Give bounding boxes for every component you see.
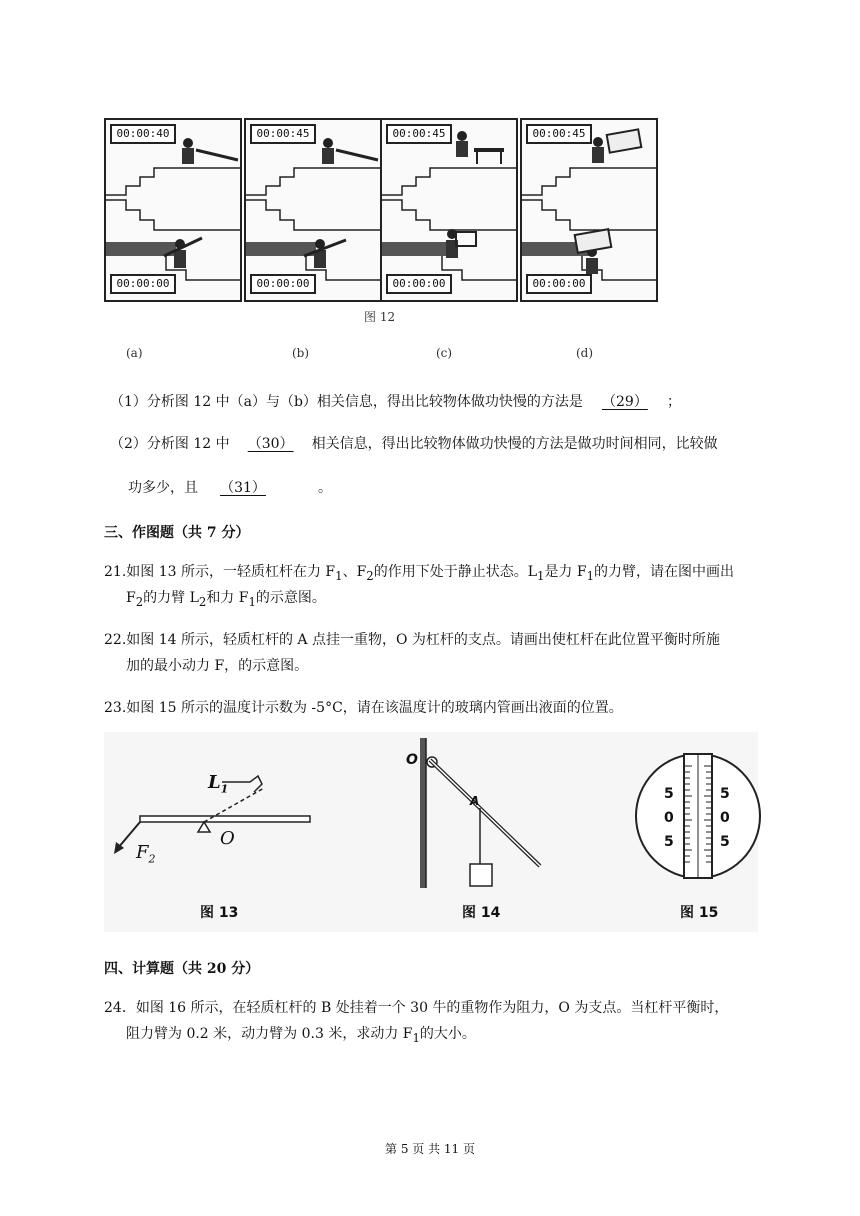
blank-29: （29）: [602, 394, 648, 410]
fig12-panel-a: [104, 118, 242, 302]
fig15-tick-right-mid: 0: [720, 810, 730, 826]
timer-bottom: 00:00:00: [526, 274, 592, 294]
q20-part1: （1）分析图 12 中（a）与（b）相关信息，得出比较物体做功快慢的方法是 （29） ；: [110, 394, 681, 410]
stairs-illustration: [246, 120, 380, 300]
timer-top: 00:00:45: [250, 124, 316, 144]
q24-line2: 阻力臂为 0.2 米，动力臂为 0.3 米，求动力 $F_1$的大小。: [126, 1026, 476, 1045]
section3-heading: 三、作图题（共 7 分）: [104, 525, 250, 541]
timer-top: 00:00:45: [526, 124, 592, 144]
timer-bottom: 00:00:00: [386, 274, 452, 294]
fig15-tick-left-bottom: 5: [664, 834, 674, 850]
q22-line1: 22.如图 14 所示，轻质杠杆的 A 点挂一重物，O 为杠杆的支点。请画出使杠杆在此位置平衡时所施: [104, 632, 720, 648]
fig15-tick-right-bottom: 5: [720, 834, 730, 850]
fig12-caption: 图 12: [364, 310, 396, 324]
stairs-illustration: [522, 120, 656, 300]
fig15-thermometer: [632, 736, 762, 896]
q20-part2-line2: 功多少，且 （31） 。: [128, 480, 332, 496]
stairs-illustration: [382, 120, 516, 300]
fig13-caption: 图 13: [200, 905, 239, 921]
stairs-illustration: [106, 120, 240, 300]
fig15-tick-left-top: 5: [664, 786, 674, 802]
fig14-label-O: O: [406, 752, 418, 768]
fig14-caption: 图 14: [462, 905, 501, 921]
section4-heading: 四、计算题（共 20 分）: [104, 961, 260, 977]
q20-part2: （2）分析图 12 中 （30） 相关信息，得出比较物体做功快慢的方法是做功时间相同，比较做: [110, 436, 718, 452]
fig13-label-O: O: [220, 828, 235, 849]
fig12-label-d: (d): [576, 346, 594, 360]
fig14-lever-diagram: [394, 732, 594, 902]
q21-line1: 21.如图 13 所示，一轻质杠杆在力 $F_1$、$F_2$的作用下处于静止状态。$L_1$是力 $F_1$的力臂，请在图中画出: [104, 564, 735, 583]
figures-13-15: [104, 732, 758, 932]
timer-bottom: 00:00:00: [110, 274, 176, 294]
timer-bottom: 00:00:00: [250, 274, 316, 294]
fig12-label-b: (b): [292, 346, 310, 360]
fig14-label-A: A: [470, 794, 480, 808]
fig12-panel-c: [380, 118, 518, 302]
timer-top: 00:00:45: [386, 124, 452, 144]
fig12-label-c: (c): [436, 346, 453, 360]
q24-line1: 24．如图 16 所示，在轻质杠杆的 B 处挂着一个 30 牛的重物作为阻力，O 为支点。当杠杆平衡时，: [104, 1000, 729, 1016]
fig15-caption: 图 15: [680, 905, 719, 921]
fig12-panel-d: [520, 118, 658, 302]
page-footer: 第 5 页 共 11 页: [385, 1142, 475, 1156]
blank-31: （31）: [220, 480, 266, 496]
fig13-label-L1: $L_1$: [208, 772, 229, 796]
q21-line2: $F_2$的力臂 $L_2$和力 $F_1$的示意图。: [126, 590, 326, 609]
fig13-lever-diagram: [104, 732, 334, 892]
blank-30: （30）: [247, 436, 294, 452]
timer-top: 00:00:40: [110, 124, 176, 144]
fig12-panel-b: [244, 118, 382, 302]
q23-line1: 23.如图 15 所示的温度计示数为 -5°C，请在该温度计的玻璃内管画出液面的位置。: [104, 700, 623, 716]
fig13-label-F2: $F_2$: [136, 842, 156, 866]
q22-line2: 加的最小动力 F，的示意图。: [126, 658, 309, 674]
fig15-tick-left-mid: 0: [664, 810, 674, 826]
fig12-label-a: (a): [126, 346, 143, 360]
fig15-tick-right-top: 5: [720, 786, 730, 802]
